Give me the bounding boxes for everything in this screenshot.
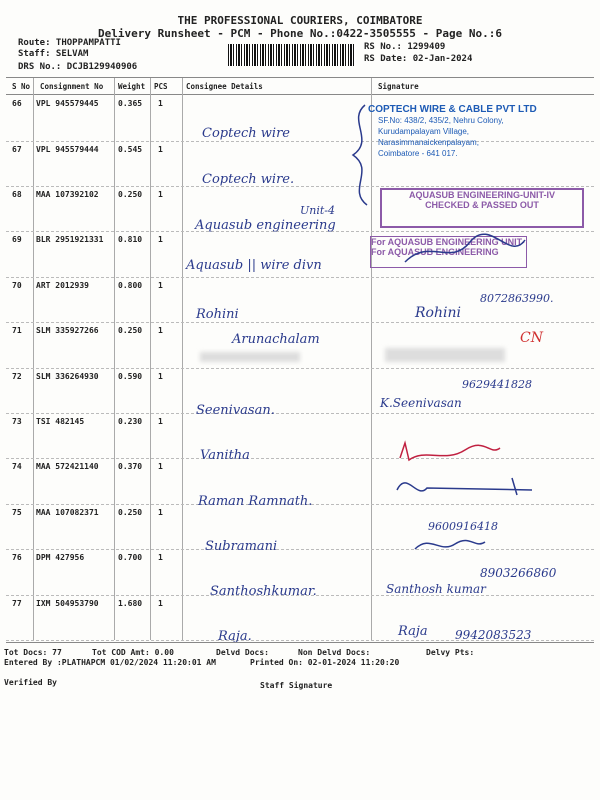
signature-74	[392, 470, 542, 505]
row-pcs: 1	[158, 417, 163, 426]
row-consignment: MAA 572421140	[36, 462, 99, 471]
table-row	[6, 504, 594, 550]
col-consignment: Consignment No	[40, 82, 104, 91]
row-weight: 0.250	[118, 326, 143, 335]
row-pcs: 1	[158, 508, 163, 517]
row-consignment: IXM 504953790	[36, 599, 99, 608]
coptech-address: Coimbatore - 641 017.	[378, 149, 458, 158]
coptech-address: Narasimmanaickenpalayam,	[378, 138, 479, 147]
row-sno: 71	[12, 326, 22, 335]
signature-76: Santhosh kumar	[386, 582, 486, 596]
signature-72: K.Seenivasan	[380, 396, 462, 410]
row-sno: 69	[12, 235, 22, 244]
phone-75: 9600916418	[428, 520, 498, 533]
handwritten-name: Aquasub engineering	[195, 218, 336, 233]
route-label: Route: THOPPAMPATTI	[18, 38, 121, 48]
aquasub-for: For AQUASUB ENGINEERING UNIT-	[371, 237, 525, 247]
signature-73	[395, 438, 505, 468]
staff-signature: Staff Signature	[260, 681, 333, 690]
handwritten-name: Coptech wire	[202, 126, 290, 141]
entered-by: Entered By :PLATHAPCM 01/02/2024 11:20:01 AM	[4, 658, 216, 667]
drs-number: DRS No.: DCJB129940906	[18, 62, 138, 72]
signature-70: Rohini	[415, 305, 461, 321]
row-weight: 0.800	[118, 281, 143, 290]
row-sno: 66	[12, 99, 22, 108]
phone-77: 9942083523	[455, 628, 532, 642]
table-bottom-rule	[6, 642, 594, 643]
handwritten-name: Coptech wire.	[202, 172, 295, 187]
col-details: Consignee Details	[186, 82, 263, 91]
row-pcs: 1	[158, 235, 163, 244]
row-sno: 75	[12, 508, 22, 517]
printed-on: Printed On: 02-01-2024 11:20:20	[250, 658, 400, 667]
aquasub-name: AQUASUB ENGINEERING-UNIT-IV	[408, 190, 555, 200]
handwritten-mark: CN	[520, 330, 543, 346]
handwritten-name: Aquasub || wire divn	[186, 258, 322, 273]
table-row	[6, 368, 594, 414]
redacted-text	[200, 352, 300, 362]
handwritten-name: Santhoshkumar.	[210, 584, 317, 599]
rs-number: RS No.: 1299409	[364, 42, 446, 52]
handwritten-name: Rohini	[196, 307, 239, 322]
coptech-name: COPTECH WIRE & CABLE PVT LTD	[368, 104, 537, 115]
handwritten-name: Arunachalam	[232, 332, 320, 347]
non-delivered-docs: Non Delvd Docs:	[298, 648, 371, 657]
total-docs: Tot Docs: 77	[4, 648, 62, 657]
row-pcs: 1	[158, 553, 163, 562]
row-consignment: MAA 107082371	[36, 508, 99, 517]
row-pcs: 1	[158, 326, 163, 335]
signature-75	[410, 534, 490, 556]
row-pcs: 1	[158, 190, 163, 199]
handwritten-note: Unit-4	[300, 204, 336, 217]
row-sno: 74	[12, 462, 22, 471]
table-top-rule	[6, 77, 594, 78]
col-signature: Signature	[378, 82, 419, 91]
delivery-points: Delvy Pts:	[426, 648, 475, 657]
coptech-address: SF.No: 438/2, 435/2, Nehru Colony,	[378, 116, 504, 125]
delivered-docs: Delvd Docs:	[216, 648, 269, 657]
table-row	[6, 413, 594, 459]
runsheet-title: Delivery Runsheet - PCM - Phone No.:0422-3505555 - Page No.:6	[98, 27, 502, 40]
row-consignment: SLM 335927266	[36, 326, 99, 335]
signature-77: Raja	[398, 624, 428, 639]
row-sno: 68	[12, 190, 22, 199]
phone-72: 9629441828	[462, 378, 532, 391]
row-pcs: 1	[158, 462, 163, 471]
staff-label: Staff: SELVAM	[18, 49, 89, 59]
barcode	[228, 44, 356, 66]
row-pcs: 1	[158, 281, 163, 290]
row-sno: 73	[12, 417, 22, 426]
col-pcs: PCS	[154, 82, 168, 91]
handwritten-name: Seenivasan.	[196, 403, 275, 418]
row-consignment: BLR 2951921331	[36, 235, 104, 244]
row-weight: 0.590	[118, 372, 143, 381]
handwritten-name: Raja.	[218, 629, 252, 644]
row-consignment: TSI 482145	[36, 417, 85, 426]
row-sno: 70	[12, 281, 22, 290]
signature-brace	[345, 100, 375, 210]
row-weight: 0.545	[118, 145, 143, 154]
row-sno: 77	[12, 599, 22, 608]
row-weight: 0.370	[118, 462, 143, 471]
row-weight: 0.250	[118, 508, 143, 517]
row-consignment: VPL 945579445	[36, 99, 99, 108]
col-sno: S No	[12, 82, 31, 91]
row-weight: 0.230	[118, 417, 143, 426]
handwritten-name: Subramani	[205, 539, 278, 554]
row-weight: 1.680	[118, 599, 143, 608]
verified-by: Verified By	[4, 678, 57, 687]
row-consignment: ART 2012939	[36, 281, 89, 290]
row-sno: 67	[12, 145, 22, 154]
row-sno: 72	[12, 372, 22, 381]
coptech-address: Kurudampalayam Village,	[378, 127, 470, 136]
row-consignment: DPM 427956	[36, 553, 85, 562]
row-weight: 0.700	[118, 553, 143, 562]
aquasub-stamp	[380, 188, 584, 228]
phone-70: 8072863990.	[480, 292, 554, 305]
handwritten-name: Raman Ramnath.	[198, 494, 313, 509]
row-weight: 0.365	[118, 99, 143, 108]
row-consignment: SLM 336264930	[36, 372, 99, 381]
company-name: THE PROFESSIONAL COURIERS, COIMBATORE	[177, 14, 423, 27]
redacted-signature	[385, 348, 505, 362]
coptech-stamp	[368, 104, 556, 166]
row-pcs: 1	[158, 145, 163, 154]
row-sno: 76	[12, 553, 22, 562]
row-consignment: VPL 945579444	[36, 145, 99, 154]
aquasub-checked: CHECKED & PASSED OUT	[425, 200, 539, 210]
row-weight: 0.810	[118, 235, 143, 244]
rs-date: RS Date: 02-Jan-2024	[364, 54, 473, 64]
row-consignment: MAA 107392102	[36, 190, 99, 199]
col-weight: Weight	[118, 82, 146, 91]
row-pcs: 1	[158, 599, 163, 608]
row-pcs: 1	[158, 99, 163, 108]
row-weight: 0.250	[118, 190, 143, 199]
handwritten-name: Vanitha	[200, 448, 250, 463]
row-pcs: 1	[158, 372, 163, 381]
aquasub-for2: For AQUASUB ENGINEERING	[371, 247, 499, 257]
phone-76: 8903266860	[480, 566, 557, 580]
total-cod: Tot COD Amt: 0.00	[92, 648, 174, 657]
aquasub-signature	[400, 232, 530, 272]
